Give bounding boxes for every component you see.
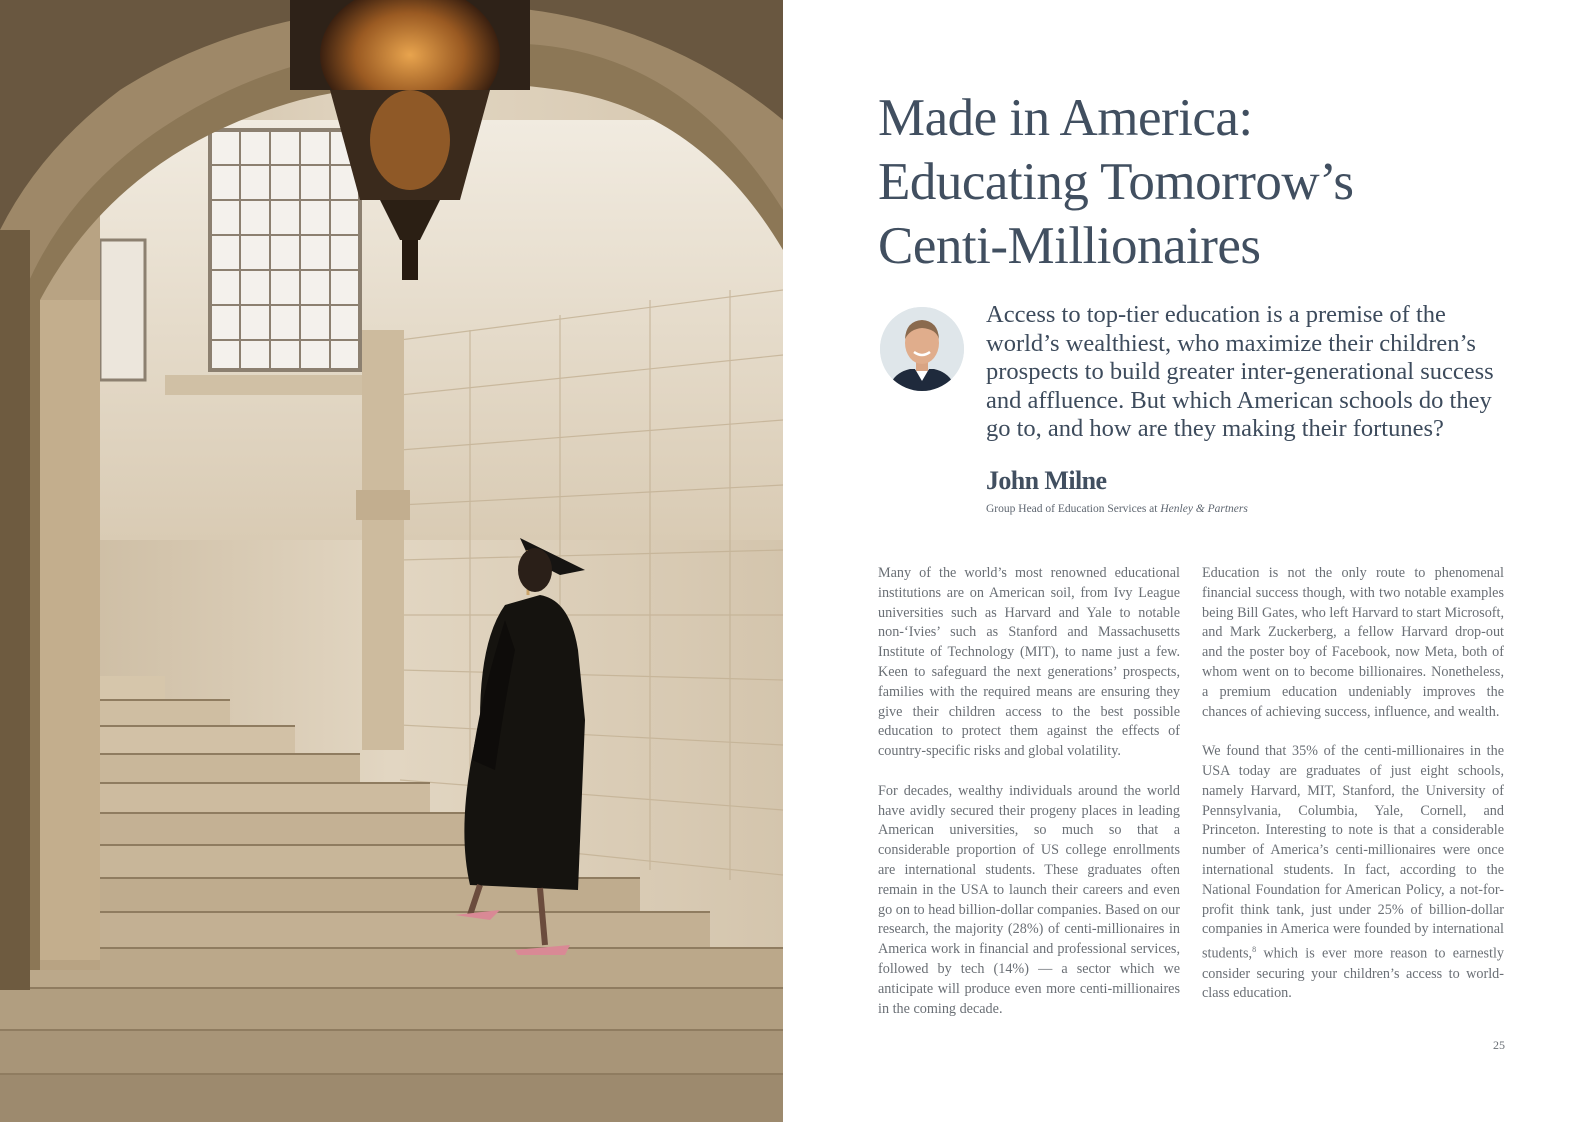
intro-line: go to, and how are they making their fortunes?	[986, 415, 1444, 443]
intro-line: prospects to build greater inter-generational success	[986, 358, 1494, 386]
intro-line: and affluence. But which American schools do they	[986, 386, 1492, 414]
author-name: John Milne	[986, 466, 1107, 495]
body-paragraph: Many of the world’s most renowned educational institutions are on American soil, from Ivy League universities such as Harvard and Yale to notable non-‘Ivies’ such as Stanford and Massachusetts Institute of Technology (MIT), to name just a few. Keen to safeguard the next generations’ prospects, families with the required means are ensuring they give their children access to the best possible education to protect them against the effects of country-specific risks and global volatility.	[878, 565, 1180, 760]
author-avatar	[880, 307, 964, 391]
paragraph-text: We found that 35% of the centi-millionaires in the USA today are graduates of just eight schools, namely Harvard, MIT, Stanford, the University of Pennsylvania, Columbia, Yale, Cornell, and Princeton. Interesting to note is that a considerable number of America’s centi-millionaires were once international students. In fact, according to the National Foundation for American Policy, a not-for-profit think tank, just under 25% of billion-dollar companies in America were founded by international students,	[1202, 743, 1504, 962]
body-column-left	[878, 564, 1180, 1039]
title-line: Made in America:	[878, 89, 1253, 147]
author-role	[986, 503, 1248, 515]
intro-line: Access to top-tier education is a premise of the	[986, 301, 1446, 328]
article-title	[878, 86, 1518, 278]
page-number: 25	[1493, 1038, 1505, 1052]
body-paragraph: For decades, wealthy individuals around the world have avidly secured their progeny places in leading American universities, so much so that a considerable proportion of US college enrollments are international students. These graduates often remain in the USA to launch their careers and even go on to head billion-dollar companies. Based on our research, the majority (28%) of centi-millionaires in America work in financial and professional services, followed by tech (14%) — a sector which we anticipate will produce even more centi-millionaires in the coming decade.	[878, 782, 1180, 1017]
role-prefix: Group Head of Education Services at	[986, 503, 1158, 515]
body-paragraph: Education is not the only route to phenomenal financial success though, with two notable examples being Bill Gates, who left Harvard to start Microsoft, and Mark Zuckerberg, a fellow Harvard drop-out and the poster boy of Facebook, now Meta, both of whom went on to become billionaires. Nonetheless, a premium education undeniably improves the chances of achieving success, influence, and wealth.	[1202, 565, 1504, 720]
body-paragraph	[1202, 742, 1504, 1004]
graduate-on-stairs-image	[0, 0, 783, 1122]
intro-line: world’s wealthiest, who maximize their children’s	[986, 329, 1476, 357]
article-page	[783, 0, 1587, 1122]
hero-photo	[0, 0, 783, 1122]
title-line: Educating Tomorrow’s	[878, 153, 1354, 211]
body-column-right	[1202, 564, 1504, 1024]
footnote-marker: 8	[1252, 945, 1257, 955]
title-line: Centi-Millionaires	[878, 217, 1261, 275]
paragraph-text: which is ever more reason to earnestly consider securing your children’s access to world-class education.	[1202, 945, 1504, 1002]
article-intro	[986, 301, 1506, 444]
company-name: Henley & Partners	[1160, 503, 1248, 515]
author-portrait-icon	[880, 307, 964, 391]
